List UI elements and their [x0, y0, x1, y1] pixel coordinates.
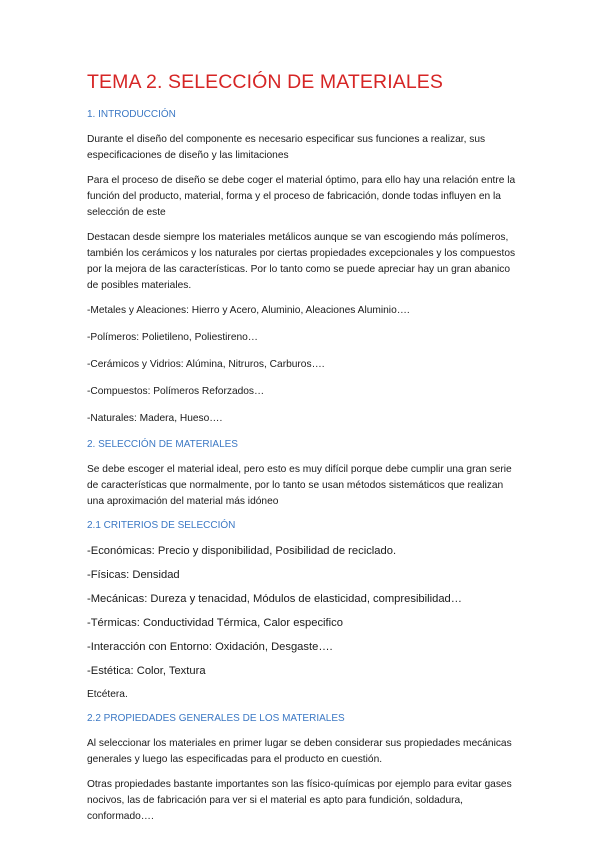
- list-item: -Polímeros: Polietileno, Poliestireno…: [87, 332, 258, 343]
- list-item: -Metales y Aleaciones: Hierro y Acero, Aluminio, Aleaciones Aluminio….: [87, 305, 410, 316]
- list-item: -Físicas: Densidad: [87, 569, 180, 581]
- section-heading-propiedades: 2.2 PROPIEDADES GENERALES DE LOS MATERIALES: [87, 713, 345, 724]
- paragraph: Destacan desde siempre los materiales metálicos aunque se van escogiendo más polímeros, también los cerámicos y los naturales por ciertas propiedades excepcionales y los compuestos por la mejora de las características. Por lo tanto como se puede apreciar hay un gran abanico de posibles materiales.: [87, 232, 516, 291]
- list-item: -Mecánicas: Dureza y tenacidad, Módulos de elasticidad, compresibilidad…: [87, 593, 462, 605]
- paragraph: Etcétera.: [87, 689, 128, 700]
- paragraph: Al seleccionar los materiales en primer lugar se deben considerar sus propiedades mecánicas generales y luego las especificadas para el producto en cuestión.: [87, 738, 512, 765]
- paragraph: Otras propiedades bastante importantes son las físico-químicas por ejemplo para evitar gases nocivos, las de fabricación para ver si el material es apto para fundición, soldadura, conformado….: [87, 779, 512, 822]
- list-item: -Compuestos: Polímeros Reforzados…: [87, 386, 265, 397]
- list-item: -Económicas: Precio y disponibilidad, Posibilidad de reciclado.: [87, 545, 397, 557]
- list-item: -Interacción con Entorno: Oxidación, Desgaste….: [87, 641, 333, 653]
- section-heading-criterios: 2.1 CRITERIOS DE SELECCIÓN: [87, 520, 236, 531]
- paragraph: Para el proceso de diseño se debe coger el material óptimo, para ello hay una relación entre la función del producto, material, forma y el proceso de fabricación, donde todas influyen en la selección de este: [87, 175, 516, 218]
- list-item: -Naturales: Madera, Hueso….: [87, 413, 223, 424]
- section-heading-seleccion: 2. SELECCIÓN DE MATERIALES: [87, 439, 238, 450]
- list-item: -Térmicas: Conductividad Térmica, Calor especifico: [87, 617, 343, 629]
- list-item: -Cerámicos y Vidrios: Alúmina, Nitruros, Carburos….: [87, 359, 325, 370]
- document-title: TEMA 2. SELECCIÓN DE MATERIALES: [87, 71, 443, 93]
- paragraph: Durante el diseño del componente es necesario especificar sus funciones a realizar, sus especificaciones de diseño y las limitaciones: [87, 134, 486, 161]
- list-item: -Estética: Color, Textura: [87, 665, 206, 677]
- document-body: [87, 70, 517, 834]
- paragraph: Se debe escoger el material ideal, pero esto es muy difícil porque debe cumplir una gran serie de características que normalmente, por lo tanto se usan métodos sistemáticos que realizan una aproximación del material más idóneo: [87, 464, 512, 507]
- section-heading-introduccion: 1. INTRODUCCIÓN: [87, 109, 176, 120]
